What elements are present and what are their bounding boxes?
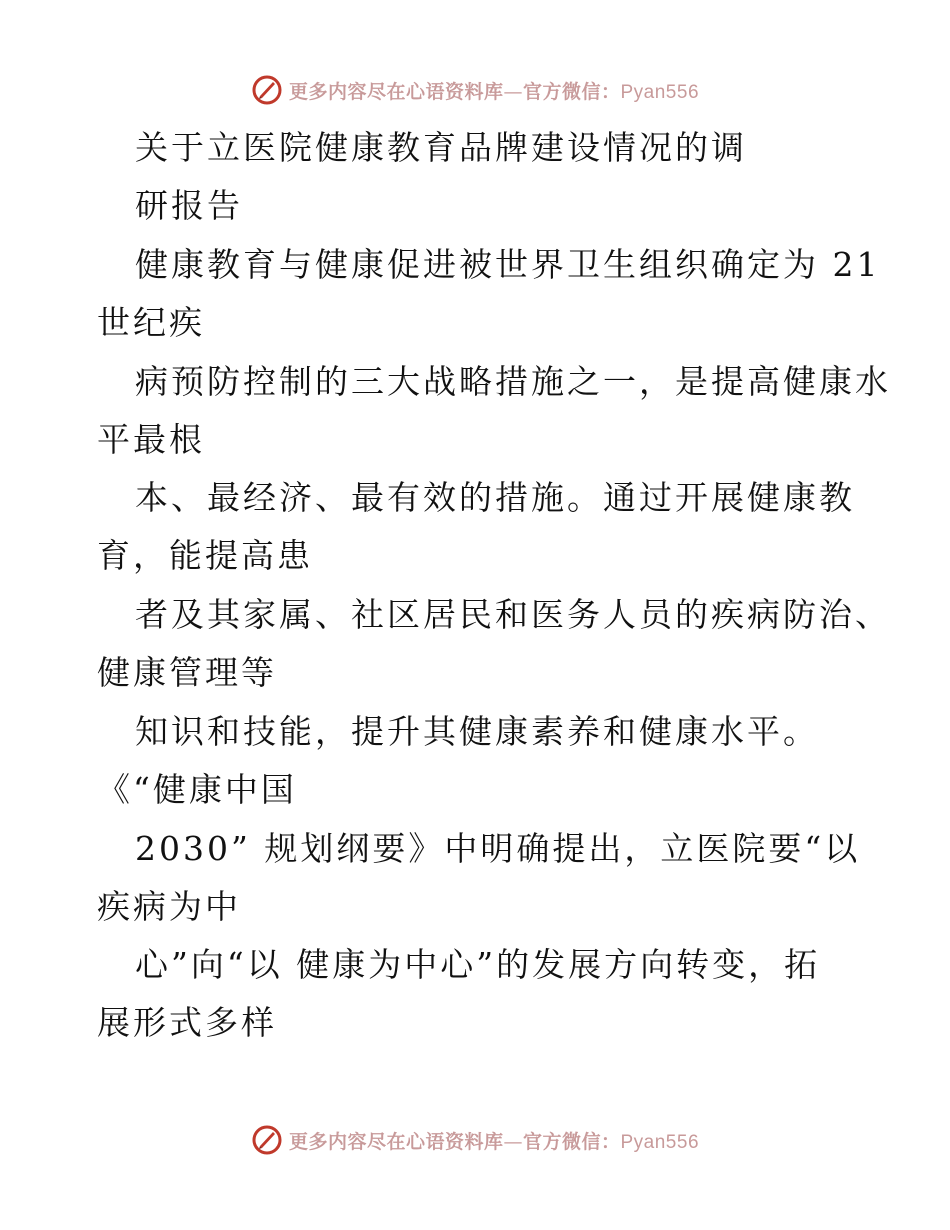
paragraph-line: 健康管理等 (97, 653, 277, 692)
paragraph-line: 《“健康中国 (97, 770, 297, 809)
paragraph-line: 心”向“以 健康为中心”的发展方向转变，拓 (135, 945, 821, 984)
paragraph-line: 展形式多样 (97, 1003, 277, 1042)
paragraph-line: 世纪疾 (97, 303, 205, 342)
paragraph-line: 平最根 (97, 420, 205, 459)
watermark-text: 更多内容尽在心语资料库—官方微信：Pyan556 (288, 1130, 700, 1153)
paragraph-line: 知识和技能，提升其健康素养和健康水平。 (135, 712, 819, 751)
paragraph-line: 病预防控制的三大战略措施之一，是提高健康水 (135, 362, 891, 401)
paragraph-line: 2030” 规划纲要》中明确提出，立医院要“以 (135, 829, 861, 868)
header-watermark (0, 70, 950, 110)
title-line-1: 关于立医院健康教育品牌建设情况的调 (135, 128, 747, 167)
title-line-2: 研报告 (135, 186, 243, 225)
paragraph-line: 本、最经济、最有效的措施。通过开展健康教 (135, 478, 855, 517)
quill-badge-icon (251, 74, 283, 106)
watermark-text: 更多内容尽在心语资料库—官方微信：Pyan556 (288, 80, 700, 103)
quill-badge-icon (251, 1124, 283, 1156)
paragraph-line: 疾病为中 (97, 887, 241, 926)
paragraph-line: 者及其家属、社区居民和医务人员的疾病防治、 (135, 595, 891, 634)
footer-watermark (0, 1120, 950, 1160)
paragraph-line: 健康教育与健康促进被世界卫生组织确定为 21 (135, 245, 881, 284)
paragraph-line: 育，能提高患 (97, 536, 313, 575)
